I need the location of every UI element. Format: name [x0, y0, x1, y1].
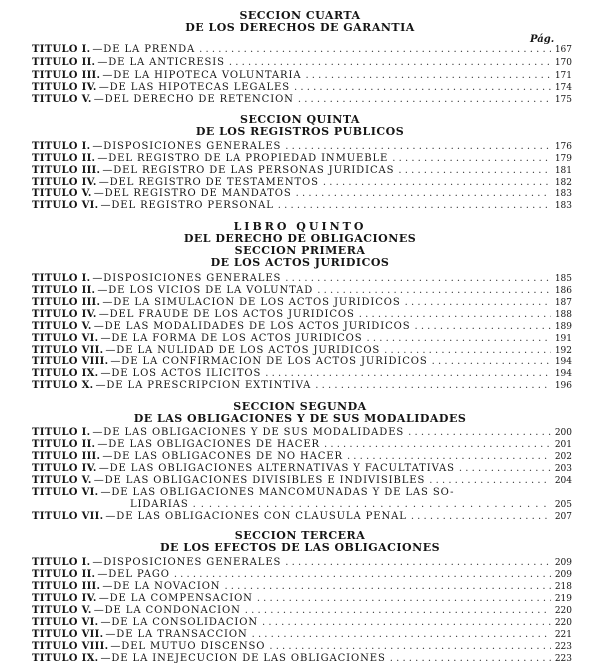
entry-title: —DE LA PRESCRIPCION EXTINTIVA [95, 380, 312, 391]
entry-label: TITULO IV. [32, 177, 97, 188]
entry-page: 174 [554, 83, 572, 93]
entry-title: —DEL FRAUDE DE LOS ACTOS JURIDICOS [98, 309, 355, 320]
entry-page: 179 [554, 154, 572, 164]
toc-entry [32, 475, 572, 486]
section-subheading: DE LAS OBLIGACIONES Y DE SUS MODALIDADES [133, 412, 467, 425]
section-subheading: DE LOS REGISTROS PUBLICOS [195, 125, 405, 138]
entry-title: —DE LA ANTICRESIS [97, 57, 225, 68]
entry-page: 182 [554, 178, 572, 188]
toc-entry [32, 177, 572, 188]
entry-label: TITULO IX. [32, 368, 99, 379]
entry-page: 204 [554, 476, 572, 486]
entry-page: 167 [554, 45, 572, 55]
entry-label: TITULO IV. [32, 463, 97, 474]
entry-page: 175 [554, 95, 572, 105]
entry-title: —DEL MUTUO DISCENSO [110, 641, 266, 652]
entry-page: 188 [554, 310, 572, 320]
toc-entry [32, 605, 572, 616]
entry-label: TITULO IV. [32, 82, 97, 93]
entry-title: —DISPOSICIONES GENERALES [92, 273, 282, 284]
toc-entry [32, 368, 572, 379]
entry-page: 196 [554, 381, 572, 391]
entry-title: —DEL REGISTRO DE TESTAMENTOS [98, 177, 319, 188]
entry-page: 220 [554, 618, 572, 628]
section-heading: SECCION SEGUNDA [233, 400, 367, 413]
entry-title: —DE LOS VICIOS DE LA VOLUNTAD [97, 285, 314, 296]
toc-entry [32, 94, 572, 105]
toc-entry [32, 487, 572, 498]
entry-title: —DEL DERECHO DE RETENCION [93, 94, 294, 105]
toc-entry [32, 427, 572, 438]
section-subheading: DE LOS EFECTOS DE LAS OBLIGACIONES [159, 541, 441, 554]
entry-label: TITULO III. [32, 297, 101, 308]
entry-label: TITULO V. [32, 94, 92, 105]
entry-title: —DE LAS OBLIGACIONES MANCOMUNADAS Y DE LAS SO- [100, 487, 455, 498]
entry-title: —DE LA CONFIRMACION DE LOS ACTOS JURIDICOS [110, 356, 428, 367]
entry-title: —DE LAS OBLIGACIONES Y DE SUS MODALIDADES [92, 427, 405, 438]
entry-page: 218 [554, 582, 572, 592]
entry-page: 183 [554, 189, 572, 199]
section-heading: SECCION QUINTA [240, 113, 360, 126]
toc-entry [32, 569, 572, 580]
entry-label: TITULO VII. [32, 629, 104, 640]
entry-label: TITULO III. [32, 165, 101, 176]
entry-title: —DE LA CONDONACION [93, 605, 241, 616]
section-subheading: DE LOS DERECHOS DE GARANTIA [185, 21, 415, 34]
toc-entry [32, 200, 572, 211]
entry-title: —DE LAS OBLIGACIONES DE HACER [97, 439, 320, 450]
toc-entry [32, 70, 572, 81]
entry-page: 203 [554, 464, 572, 474]
entry-title: —DE LA CONSOLIDACION [100, 617, 259, 628]
section-subheading: DE LOS ACTOS JURIDICOS [210, 256, 390, 269]
toc-entry [32, 188, 572, 199]
toc-entry [32, 285, 572, 296]
toc-entry [32, 380, 572, 391]
toc-entry [32, 451, 572, 462]
entry-page: 186 [554, 286, 572, 296]
entry-page: 181 [554, 166, 572, 176]
entry-title: —DEL REGISTRO DE MANDATOS [93, 188, 292, 199]
entry-title: —DE LA SIMULACION DE LOS ACTOS JURIDICOS [102, 297, 401, 308]
entry-title-continuation: LIDARIAS [130, 499, 189, 510]
entry-title: —DE LAS HIPOTECAS LEGALES [98, 82, 290, 93]
entry-label: TITULO IV. [32, 593, 97, 604]
entry-title: —DISPOSICIONES GENERALES [92, 141, 282, 152]
book-subheading: DEL DERECHO DE OBLIGACIONES [183, 232, 417, 245]
entry-page: 209 [554, 558, 572, 568]
entry-label: TITULO VI. [32, 200, 99, 211]
toc-entry [32, 653, 572, 664]
entry-title: —DEL REGISTRO DE LA PROPIEDAD INMUEBLE [97, 153, 389, 164]
entry-page: 194 [554, 357, 572, 367]
entry-label: TITULO IX. [32, 653, 99, 664]
entry-page: 189 [554, 322, 572, 332]
entry-title: —DE LA HIPOTECA VOLUNTARIA [102, 70, 302, 81]
toc-entry [32, 557, 572, 568]
entry-label: TITULO II. [32, 569, 96, 580]
entry-page: 171 [554, 71, 572, 81]
toc-entry [32, 593, 572, 604]
entry-page: 205 [554, 500, 572, 510]
entry-page: 170 [554, 58, 572, 68]
toc-entry [32, 165, 572, 176]
entry-page: 220 [554, 606, 572, 616]
entry-title: —DE LAS OBLIGACIONES DIVISIBLES E INDIVISIBLES [93, 475, 426, 486]
entry-label: TITULO IV. [32, 309, 97, 320]
toc-entry [32, 629, 572, 640]
entry-title: —DE LAS OBLIGACONES DE NO HACER [102, 451, 343, 462]
section-heading: SECCION CUARTA [239, 9, 361, 22]
entry-label: TITULO III. [32, 70, 101, 81]
entry-page: 176 [554, 142, 572, 152]
entry-page: 207 [554, 512, 572, 522]
toc-entry [32, 333, 572, 344]
section-heading: SECCION TERCERA [234, 529, 366, 542]
entry-page: 183 [554, 201, 572, 211]
entry-title: —DE LA PRENDA [92, 44, 196, 55]
entry-title: —DISPOSICIONES GENERALES [92, 557, 282, 568]
toc-entry [32, 439, 572, 450]
entry-label: TITULO II. [32, 57, 96, 68]
entry-label: TITULO VIII. [32, 641, 109, 652]
entry-page: 201 [554, 440, 572, 450]
entry-title: —DE LA FORMA DE LOS ACTOS JURIDICOS [100, 333, 363, 344]
toc-entry [32, 463, 572, 474]
entry-title: —DEL PAGO [97, 569, 170, 580]
toc-entry [32, 153, 572, 164]
toc-entry [32, 641, 572, 652]
entry-label: TITULO I. [32, 44, 91, 55]
toc-entry [32, 321, 572, 332]
toc-entry [32, 273, 572, 284]
entry-label: TITULO V. [32, 188, 92, 199]
toc-entry-continuation [130, 499, 572, 510]
entry-title: —DEL REGISTRO PERSONAL [100, 200, 274, 211]
entry-label: TITULO V. [32, 321, 92, 332]
section-heading: SECCION PRIMERA [234, 244, 366, 257]
entry-label: TITULO VII. [32, 345, 104, 356]
entry-title: —DE LA INEJECUCION DE LAS OBLIGACIONES [100, 653, 386, 664]
entry-page: 221 [554, 630, 572, 640]
page-column-label: Pág. [530, 34, 555, 45]
entry-title: —DE LA NOVACION [102, 581, 221, 592]
entry-title: —DE LAS MODALIDADES DE LOS ACTOS JURIDICOS [93, 321, 411, 332]
entry-title: —DE LA TRANSACCION [105, 629, 248, 640]
entry-page: 192 [554, 346, 572, 356]
entry-page: 223 [554, 654, 572, 664]
entry-page: 194 [554, 369, 572, 379]
entry-title: —DEL REGISTRO DE LAS PERSONAS JURIDICAS [102, 165, 395, 176]
entry-label: TITULO X. [32, 380, 94, 391]
entry-page: 202 [554, 452, 572, 462]
entry-label: TITULO VI. [32, 617, 99, 628]
entry-title: —DE LAS OBLIGACIONES CON CLAUSULA PENAL [105, 511, 407, 522]
toc-entry [32, 356, 572, 367]
entry-title: —DE LA NULIDAD DE LOS ACTOS JURIDICOS [105, 345, 381, 356]
entry-label: TITULO I. [32, 273, 91, 284]
entry-title: —DE LOS ACTOS ILICITOS [100, 368, 262, 379]
entry-page: 223 [554, 642, 572, 652]
entry-label: TITULO III. [32, 451, 101, 462]
entry-page: 219 [554, 594, 572, 604]
entry-label: TITULO II. [32, 285, 96, 296]
toc-entry [32, 617, 572, 628]
toc-entry [32, 44, 572, 55]
entry-page: 200 [554, 428, 572, 438]
entry-label: TITULO II. [32, 153, 96, 164]
entry-page: 187 [554, 298, 572, 308]
toc-entry [32, 511, 572, 522]
toc-entry [32, 57, 572, 68]
entry-page: 209 [554, 570, 572, 580]
toc-entry [32, 345, 572, 356]
book-heading: LIBRO QUINTO [233, 220, 367, 233]
entry-label: TITULO I. [32, 141, 91, 152]
toc-entry [32, 141, 572, 152]
toc-entry [32, 297, 572, 308]
entry-label: TITULO VI. [32, 487, 99, 498]
entry-label: TITULO VII. [32, 511, 104, 522]
entry-page: 191 [554, 334, 572, 344]
entry-label: TITULO I. [32, 557, 91, 568]
entry-title: —DE LAS OBLIGACIONES ALTERNATIVAS Y FACULTATIVAS [98, 463, 455, 474]
entry-label: TITULO VIII. [32, 356, 109, 367]
toc-entry [32, 581, 572, 592]
toc-entry [32, 82, 572, 93]
entry-label: TITULO V. [32, 605, 92, 616]
entry-label: TITULO I. [32, 427, 91, 438]
entry-label: TITULO VI. [32, 333, 99, 344]
entry-title: —DE LA COMPENSACION [98, 593, 253, 604]
entry-label: TITULO V. [32, 475, 92, 486]
entry-label: TITULO III. [32, 581, 101, 592]
toc-entry [32, 309, 572, 320]
entry-label: TITULO II. [32, 439, 96, 450]
entry-page: 185 [554, 274, 572, 284]
